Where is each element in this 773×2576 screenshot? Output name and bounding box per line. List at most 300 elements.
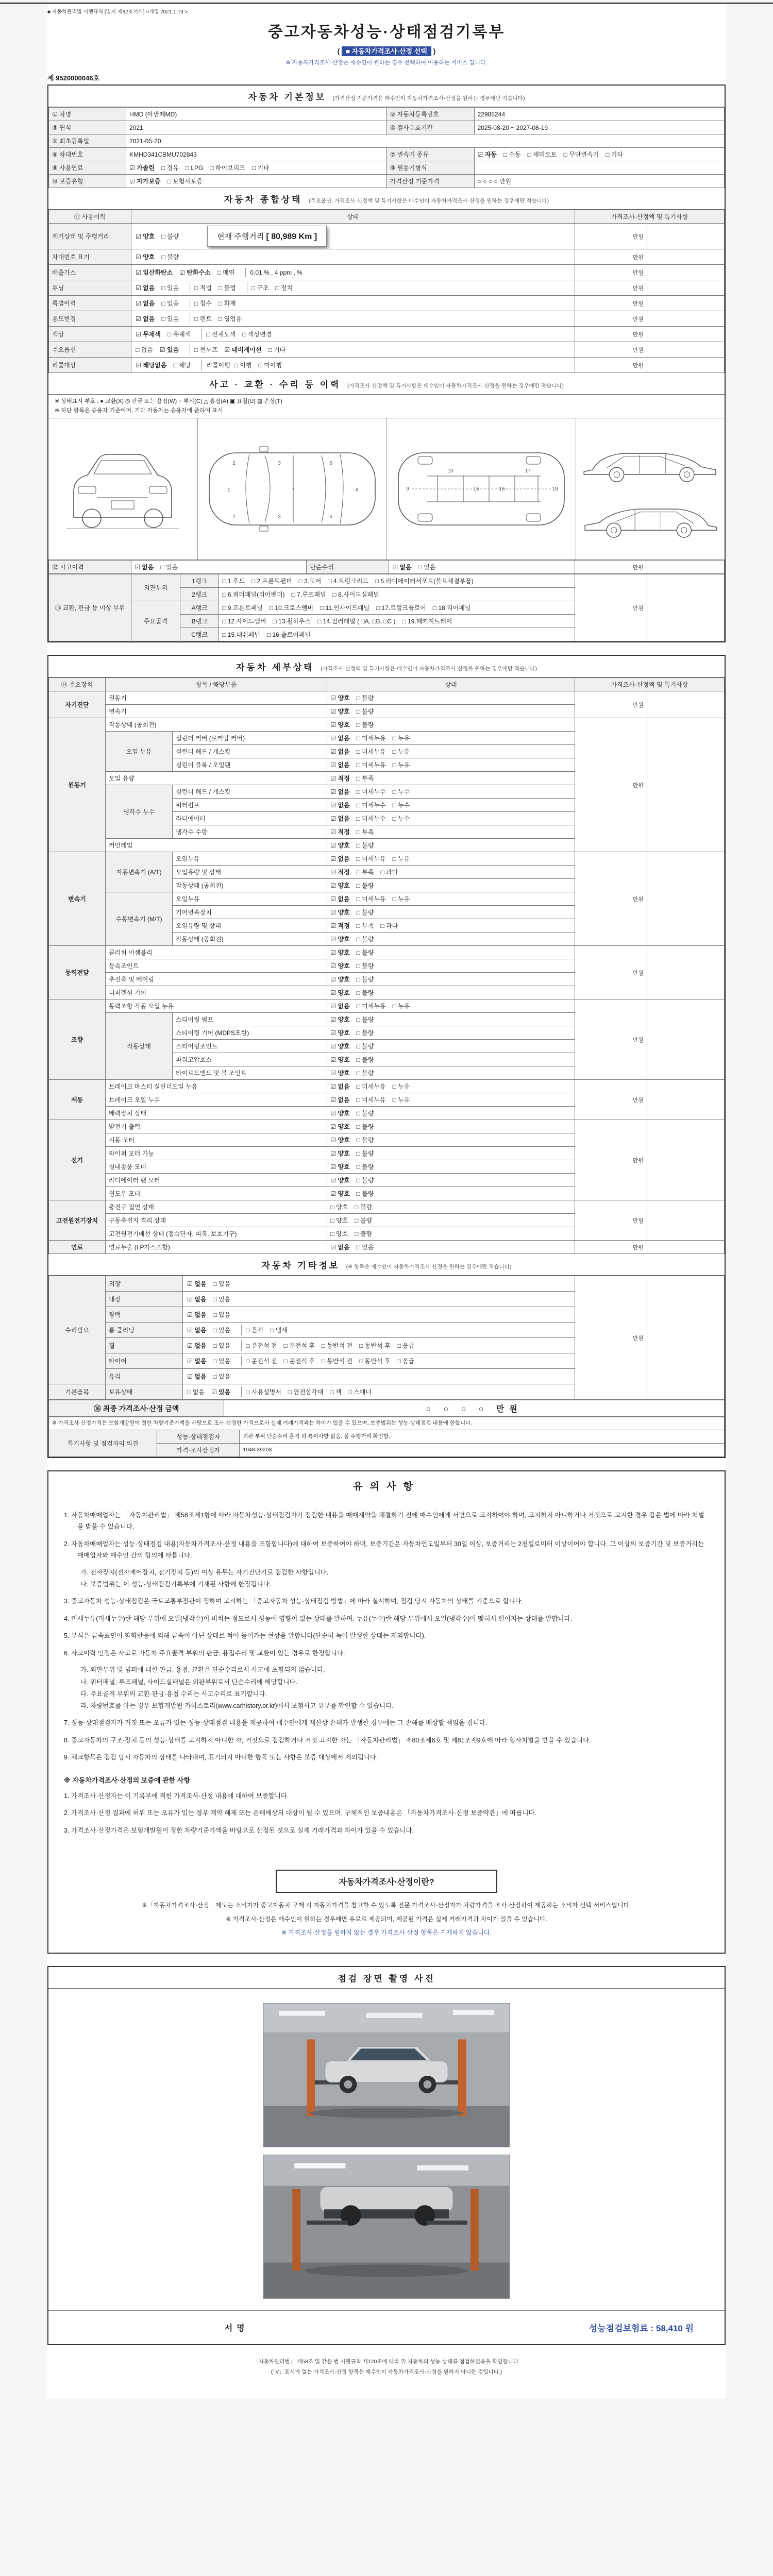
checkbox-unchecked[interactable]: □ 있음	[213, 1311, 231, 1319]
checkbox-unchecked[interactable]: □ 누유	[392, 1003, 410, 1010]
status-cell	[131, 311, 575, 327]
checkbox-checked[interactable]: ☑ 없음	[330, 815, 350, 823]
checkbox-unchecked[interactable]: □ 불량	[161, 253, 179, 261]
checkbox-unchecked[interactable]: □ 17.트렁크플로어	[376, 604, 426, 612]
checkbox-unchecked[interactable]: □ 있음	[213, 1373, 231, 1381]
checkbox-unchecked[interactable]: □ 이행	[234, 362, 252, 369]
appraiser-label: 가격·조사산정자	[157, 1443, 240, 1456]
device-name: 동력전달	[49, 946, 106, 999]
status-segments	[135, 226, 572, 247]
price-survey-notice: ※ 가격조사·산정가격은 보험개발원이 정한 차량기준가액을 바탕으로 조사·산정한 가격으로서 실제 거래가격과는 차이가 있을 수 있으며, 보증범위는 성능·상태점검 내용에 한합니다.	[49, 1417, 725, 1430]
svg-text:3: 3	[278, 461, 281, 467]
checkbox-unchecked[interactable]: □ 1.후드	[222, 578, 245, 585]
checkbox-unchecked[interactable]: □ 9.프론트패널	[222, 604, 263, 612]
status-segment	[241, 1355, 425, 1366]
checkbox-unchecked[interactable]: □ 11.인사이드패널	[320, 604, 369, 612]
checkbox-unchecked[interactable]: □ 응급	[397, 1342, 415, 1350]
car-diagrams	[48, 418, 725, 560]
checkbox-checked[interactable]: ☑ 양호	[330, 1070, 350, 1077]
table-row	[49, 1430, 725, 1443]
checkbox-checked[interactable]: ☑ 양호	[330, 1177, 350, 1184]
odometer-label: 현재 주행거리	[217, 232, 266, 241]
item-name: 광택	[106, 1307, 183, 1323]
checkbox-unchecked[interactable]: □ 운전석 전	[246, 1342, 277, 1350]
checkbox-unchecked[interactable]: □ 불량	[356, 708, 374, 716]
checkbox-unchecked[interactable]: □ 있음	[161, 315, 179, 323]
svg-text:2: 2	[232, 514, 236, 520]
checkbox-checked[interactable]: ☑ 없음	[330, 1083, 350, 1091]
checkbox-unchecked[interactable]: □ 동반석 후	[359, 1358, 391, 1365]
notice-price-item: 1. 가격조사·산정자는 이 기록부에 적힌 가격조사·산정 내용에 대하여 보증합니다.	[64, 1792, 289, 1800]
status-segment	[135, 282, 190, 293]
checkbox-unchecked[interactable]: □ 불량	[356, 882, 374, 890]
checkbox-checked[interactable]: ☑ 양호	[330, 1029, 350, 1037]
checkbox-unchecked[interactable]: □ 불량	[356, 1137, 374, 1144]
checkbox-unchecked[interactable]: □ 기타	[606, 151, 623, 158]
status-segment	[190, 344, 296, 355]
item-name: 오일누유	[173, 892, 327, 906]
checkbox-checked[interactable]: ☑ 해당없음	[136, 362, 167, 369]
checkbox-unchecked[interactable]: □ 동반석 전	[321, 1358, 353, 1365]
checkbox-unchecked[interactable]: □ 과다	[380, 869, 398, 876]
column-header-state: 상태	[131, 210, 575, 224]
status-segment	[186, 1371, 241, 1382]
checkbox-unchecked[interactable]: □ 누유	[392, 895, 410, 903]
checkbox-unchecked[interactable]: □ 동반석 전	[321, 1342, 353, 1350]
checkbox-unchecked[interactable]: □ 렌트	[194, 315, 212, 323]
checkbox-unchecked[interactable]: □ 누수	[392, 802, 410, 809]
checkbox-unchecked[interactable]: □ 경유	[161, 164, 179, 172]
checkbox-unchecked[interactable]: □ 운전석 전	[246, 1358, 277, 1365]
table-row	[49, 1080, 725, 1093]
checkbox-checked[interactable]: ☑ 있음	[159, 346, 179, 353]
checkbox-checked[interactable]: ☑ 양호	[330, 708, 350, 716]
price-cell: 만원	[575, 691, 647, 718]
checkbox-unchecked[interactable]: □ 미세누수	[356, 802, 386, 809]
checkbox-unchecked[interactable]: □ 미세누수	[356, 788, 386, 796]
svg-text:16: 16	[499, 486, 505, 493]
checkbox-unchecked[interactable]: □ 미세누유	[356, 735, 386, 742]
checkbox-checked[interactable]: ☑ 양호	[330, 1163, 350, 1171]
checkbox-unchecked[interactable]: □ 15.대쉬패널	[222, 631, 260, 639]
checkbox-unchecked[interactable]: □ 누수	[392, 788, 410, 796]
status-segments	[186, 1371, 572, 1382]
page-title: 중고자동차성능·상태점검기록부	[267, 24, 506, 41]
checkbox-unchecked[interactable]: □ 장치	[275, 284, 293, 292]
checkbox-unchecked[interactable]: □ 불량	[356, 936, 374, 943]
checkbox-unchecked[interactable]: □ 5.라디에이터서포트(볼트체결부품)	[375, 578, 474, 585]
checkbox-unchecked[interactable]: □ 사용설명서	[246, 1388, 281, 1396]
checkbox-checked[interactable]: ☑ 없음	[187, 1358, 207, 1365]
row-label: 주요옵션	[49, 342, 131, 358]
field-value: 2021-05-20	[126, 134, 725, 148]
checkbox-checked[interactable]: ☑ 없음	[330, 855, 350, 863]
checkbox-unchecked[interactable]: □ 6.쿼터패널(리어펜더)	[222, 591, 285, 599]
table-row	[49, 358, 725, 373]
notice-item: 9. 체크항목은 점검 당시 자동차의 상태를 나타내며, 표기되지 아니한 항목 또는 사항은 보증 대상에서 제외됩니다.	[64, 1754, 378, 1761]
checkbox-unchecked[interactable]: □ 누유	[392, 748, 410, 756]
checkbox-checked[interactable]: ☑ 양호	[330, 909, 350, 917]
field-label: ③ 연식	[49, 121, 126, 134]
checkbox-checked[interactable]: ☑ 양호	[330, 976, 350, 984]
checkbox-unchecked[interactable]: □ 있음	[213, 1342, 231, 1350]
checkbox-unchecked[interactable]: □ 불량	[356, 1070, 374, 1077]
checkbox-checked[interactable]: ☑ 양호	[330, 694, 350, 702]
checkbox-unchecked[interactable]: □ 미이행	[258, 362, 282, 369]
table-row	[49, 718, 725, 732]
checkbox-unchecked[interactable]: □ 흔적	[246, 1327, 264, 1334]
checkbox-unchecked[interactable]: □ 불량	[355, 1230, 372, 1238]
checkbox-checked[interactable]: ☑ 없음	[187, 1280, 207, 1288]
checkbox-unchecked[interactable]: □ 화재	[218, 300, 236, 307]
checkbox-unchecked[interactable]: □ 불량	[356, 1163, 374, 1171]
checkbox-checked[interactable]: ☑ 양호	[330, 842, 350, 850]
checkbox-checked[interactable]: ☑ 양호	[330, 962, 350, 970]
checkbox-unchecked[interactable]: □ 무단변속기	[563, 151, 599, 158]
checkbox-unchecked[interactable]: □ 불량	[356, 989, 374, 997]
opinion-table	[48, 1417, 725, 1457]
checkbox-unchecked[interactable]: □ 불량	[356, 909, 374, 917]
checkbox-unchecked[interactable]: □ 부족	[356, 775, 374, 783]
checkbox-checked[interactable]: ☑ 적정	[330, 828, 350, 836]
checkbox-unchecked[interactable]: □ 있음	[161, 284, 179, 292]
checkbox-checked[interactable]: ☑ 양호	[330, 1150, 350, 1158]
checkbox-unchecked[interactable]: □ 불량	[161, 233, 179, 240]
checkbox-checked[interactable]: ☑ 네비게이션	[224, 346, 262, 353]
checkbox-checked[interactable]: ☑ 적정	[330, 922, 350, 930]
checkbox-unchecked[interactable]: □ 누유	[392, 1096, 410, 1104]
checkbox-unchecked[interactable]: □ 미세누유	[356, 1003, 386, 1010]
subtitle-open: (	[337, 47, 340, 55]
checkbox-unchecked[interactable]: □ 불량	[356, 976, 374, 984]
checkbox-checked[interactable]: ☑ 없음	[330, 761, 350, 769]
status-options	[327, 1080, 575, 1093]
checkbox-unchecked[interactable]: □ 불량	[355, 1204, 372, 1211]
status-segments	[135, 344, 572, 355]
checkbox-checked[interactable]: ☑ 적정	[330, 869, 350, 876]
checkbox-unchecked[interactable]: □ 있음	[213, 1327, 231, 1334]
checkbox-checked[interactable]: ☑ 없음	[330, 735, 350, 742]
checkbox-checked[interactable]: ☑ 없음	[136, 315, 155, 323]
checkbox-unchecked[interactable]: □ LPG	[185, 164, 204, 172]
checkbox-checked[interactable]: ☑ 자동	[477, 151, 497, 158]
price-cell: 만원	[575, 999, 647, 1080]
item-name: 실린더 블록 / 오일팬	[173, 758, 327, 772]
checkbox-unchecked[interactable]: □ 부족	[356, 922, 374, 930]
checkbox-checked[interactable]: ☑ 없음	[187, 1311, 207, 1319]
checkbox-checked[interactable]: ☑ 양호	[136, 253, 155, 261]
checkbox-unchecked[interactable]: □ 12.사이드멤버	[222, 618, 266, 625]
checkbox-unchecked[interactable]: □ 있음	[161, 300, 179, 307]
checkbox-unchecked[interactable]: □ 과다	[380, 922, 398, 930]
status-options	[327, 973, 575, 986]
checkbox-checked[interactable]: ☑ 자가보증	[129, 178, 161, 185]
checkbox-checked[interactable]: ☑ 없음	[392, 564, 412, 571]
status-segments	[186, 1294, 572, 1304]
remark-cell	[647, 1080, 724, 1120]
table-header-row	[49, 678, 725, 691]
checkbox-checked[interactable]: ☑ 양호	[330, 882, 350, 890]
status-segment	[135, 360, 201, 370]
status-segment	[190, 298, 247, 309]
checkbox-unchecked[interactable]: □ 미세누수	[356, 815, 386, 823]
svg-text:1: 1	[227, 487, 230, 494]
checkbox-checked[interactable]: ☑ 가솔린	[129, 164, 155, 172]
overall-body	[49, 210, 725, 373]
row-label: 색상	[49, 327, 131, 342]
checkbox-checked[interactable]: ☑ 없음	[330, 748, 350, 756]
checkbox-unchecked[interactable]: □ 있음	[213, 1280, 231, 1288]
checkbox-checked[interactable]: ☑ 없음	[136, 284, 155, 292]
item-name: 내장	[106, 1292, 183, 1307]
rank-label: B랭크	[180, 615, 219, 628]
checkbox-checked[interactable]: ☑ 없음	[187, 1327, 207, 1334]
checkbox-unchecked[interactable]: □ 동반석 후	[359, 1342, 391, 1350]
checkbox-unchecked[interactable]: □ 미세누유	[356, 761, 386, 769]
checkbox-checked[interactable]: ☑ 없음	[187, 1296, 207, 1303]
checkbox-unchecked[interactable]: □ 16.플로어패널	[266, 631, 311, 639]
checkbox-checked[interactable]: ☑ 양호	[330, 1056, 350, 1064]
checkbox-unchecked[interactable]: □ 잭	[330, 1388, 342, 1396]
table-row	[49, 561, 725, 574]
odometer-value: [ 80,989 Km ]	[266, 232, 317, 241]
checkbox-unchecked[interactable]: □ 불량	[356, 1029, 374, 1037]
status-segments	[135, 329, 572, 340]
checkbox-unchecked[interactable]: □ 해당	[173, 362, 191, 369]
checkbox-checked[interactable]: ☑ 없음	[187, 1373, 207, 1381]
checkbox-unchecked[interactable]: □ 미세누유	[356, 1083, 386, 1091]
checkbox-unchecked[interactable]: □ 누유	[392, 1083, 410, 1091]
checkbox-checked[interactable]: ☑ 없음	[136, 300, 155, 307]
status-segment	[135, 344, 190, 355]
checkbox-unchecked[interactable]: □ 전체도색	[206, 331, 236, 338]
item-name: 추진축 및 베어링	[106, 973, 327, 986]
item-name: 실린더 헤드 / 개스킷	[173, 745, 327, 758]
table-row	[49, 691, 725, 705]
exchange-label: ⑬ 교환, 판금 등 이상 부위	[49, 574, 131, 641]
checkbox-checked[interactable]: ☑ 없음	[330, 788, 350, 796]
holding-status-label: 보유상태	[106, 1384, 183, 1400]
checkbox-unchecked[interactable]: □ 불량	[356, 1190, 374, 1198]
status-segments	[135, 313, 572, 324]
detail-state-table	[48, 677, 725, 1254]
checkbox-checked[interactable]: ☑ 없음	[330, 895, 350, 903]
price-cell: 만원	[575, 718, 647, 852]
checkbox-unchecked[interactable]: □ 불량	[356, 1123, 374, 1131]
field-options	[126, 161, 386, 175]
status-cell	[131, 342, 575, 358]
subtitle-close: )	[433, 47, 436, 55]
checkbox-unchecked[interactable]: □ 미세누유	[356, 1096, 386, 1104]
item-name: 실내송풍 모터	[106, 1160, 327, 1174]
checkbox-unchecked[interactable]: □ 수동	[503, 151, 521, 158]
checkbox-unchecked[interactable]: □ 기타	[268, 346, 286, 353]
price-info-line: ※ 가격조사·산정은 매수인이 원하는 경우에만 유료로 제공되며, 제공된 가격은 실제 거래가격과 차이가 있을 수 있습니다.	[226, 1915, 547, 1923]
remark-cell	[647, 224, 724, 249]
checkbox-unchecked[interactable]: □ 응급	[397, 1358, 415, 1365]
status-options	[327, 986, 575, 999]
checkbox-checked[interactable]: ☑ 무채색	[136, 331, 161, 338]
checkbox-unchecked[interactable]: □ 4.트렁크리드	[328, 578, 368, 585]
checkbox-unchecked[interactable]: □ 불량	[356, 1056, 374, 1064]
checkbox-unchecked[interactable]: □ 스패너	[348, 1388, 372, 1396]
notice-price-heading: ※ 자동차가격조사·산정의 보증에 관한 사항	[64, 1776, 190, 1784]
photo-area	[48, 1989, 725, 2310]
checkbox-unchecked[interactable]: □ 양호	[330, 1217, 348, 1225]
checkbox-checked[interactable]: ☑ 없음	[330, 1244, 350, 1251]
status-options	[327, 812, 575, 825]
status-options	[327, 745, 575, 758]
checkbox-unchecked[interactable]: □ 썬루프	[194, 346, 218, 353]
checkbox-unchecked[interactable]: □ 유채색	[167, 331, 191, 338]
checkbox-checked[interactable]: ☑ 양호	[330, 721, 350, 729]
checkbox-checked[interactable]: ☑ 있음	[211, 1388, 231, 1396]
checkbox-unchecked[interactable]: □ 14.필러패널 ( □A, □B, □C )	[317, 618, 396, 625]
checkbox-unchecked[interactable]: □ 2.프론트펜더	[251, 578, 292, 585]
checkbox-checked[interactable]: ☑ 양호	[330, 949, 350, 957]
item-name: 윈도우 모터	[106, 1187, 327, 1200]
checkbox-checked[interactable]: ☑ 없음	[187, 1342, 207, 1350]
remark-cell	[647, 852, 724, 946]
checkbox-unchecked[interactable]: □ 불량	[356, 962, 374, 970]
status-segment	[241, 1386, 382, 1397]
checkbox-unchecked[interactable]: □ 부족	[356, 869, 374, 876]
checkbox-unchecked[interactable]: □ 누수	[392, 815, 410, 823]
checkbox-unchecked[interactable]: □ 침수	[194, 300, 212, 307]
checkbox-unchecked[interactable]: □ 구조	[251, 284, 269, 292]
checkbox-checked[interactable]: ☑ 양호	[330, 1190, 350, 1198]
overall-section-header	[48, 188, 725, 210]
device-name: 전기	[49, 1120, 106, 1200]
checkbox-unchecked[interactable]: □ 미세누유	[356, 855, 386, 863]
checkbox-unchecked[interactable]: □ 보험사보증	[167, 178, 203, 185]
checkbox-unchecked[interactable]: □ 불량	[356, 1043, 374, 1050]
checkbox-checked[interactable]: ☑ 없음	[330, 1096, 350, 1104]
checkbox-checked[interactable]: ☑ 양호	[330, 1123, 350, 1131]
status-cell	[131, 327, 575, 342]
checkbox-checked[interactable]: ☑ 없음	[330, 1003, 350, 1010]
status-cell	[183, 1353, 575, 1369]
checkbox-unchecked[interactable]: □ 부족	[356, 828, 374, 836]
status-options	[327, 705, 575, 718]
checkbox-unchecked[interactable]: □ 불량	[355, 1217, 372, 1225]
checkbox-checked[interactable]: ☑ 적정	[330, 775, 350, 783]
checkbox-unchecked[interactable]: □ 불량	[356, 694, 374, 702]
checkbox-unchecked[interactable]: □ 적법	[194, 284, 212, 292]
price-cell: 만원	[575, 224, 647, 249]
checkbox-unchecked[interactable]: □ 3.도어	[298, 578, 322, 585]
checkbox-unchecked[interactable]: □ 영업용	[218, 315, 242, 323]
checkbox-unchecked[interactable]: □ 있음	[160, 564, 178, 571]
checkbox-unchecked[interactable]: □ 있음	[213, 1296, 231, 1303]
checkbox-unchecked[interactable]: □ 운전석 후	[283, 1342, 315, 1350]
checkbox-unchecked[interactable]: □ 하이브리드	[210, 164, 245, 172]
status-cell	[183, 1276, 575, 1292]
checkbox-unchecked[interactable]: □ 매연	[217, 269, 235, 276]
status-segment	[247, 282, 304, 293]
price-cell: 만원	[575, 342, 647, 358]
price-survey-info-lines	[48, 1900, 725, 1952]
checkbox-unchecked[interactable]: □ 안전삼각대	[288, 1388, 324, 1396]
checkbox-unchecked[interactable]: □ 기타	[251, 164, 270, 172]
checkbox-unchecked[interactable]: □ 없음	[187, 1388, 205, 1396]
checkbox-unchecked[interactable]: □ 8.사이드실패널	[332, 591, 379, 599]
status-segments	[135, 360, 572, 370]
checkbox-checked[interactable]: ☑ 양호	[330, 936, 350, 943]
checkbox-checked[interactable]: ☑ 양호	[330, 1110, 350, 1117]
checkbox-checked[interactable]: ☑ 양호	[330, 989, 350, 997]
notice-subitem: 라. 차량번호를 아는 경우 보험개발원 카히스토리(www.carhistory.or.kr)에서 보험사고 유무를 확인할 수 있습니다.	[80, 1702, 394, 1710]
status-options	[327, 892, 575, 906]
page-subtitle	[47, 46, 726, 56]
checkbox-unchecked[interactable]: □ 13.휠하우스	[273, 618, 311, 625]
checkbox-unchecked[interactable]: □ 있음	[418, 564, 436, 571]
checkbox-unchecked[interactable]: □ 양호	[330, 1230, 348, 1238]
table-row	[49, 574, 725, 588]
checkbox-checked[interactable]: ☑ 양호	[136, 233, 155, 240]
item-name: 작동상태 (공회전)	[173, 933, 327, 946]
checkbox-unchecked[interactable]: □ 불량	[356, 842, 374, 850]
checkbox-unchecked[interactable]: □ 불량	[356, 949, 374, 957]
checkbox-unchecked[interactable]: □ 운전석 후	[283, 1358, 315, 1365]
checkbox-checked[interactable]: ☑ 없음	[330, 802, 350, 809]
table-row	[49, 327, 725, 342]
checkbox-unchecked[interactable]: □ 불량	[356, 721, 374, 729]
checkbox-checked[interactable]: ☑ 양호	[330, 1016, 350, 1024]
item-name: 충전구 절연 상태	[106, 1200, 327, 1214]
checkbox-unchecked[interactable]: □ 미세누유	[356, 748, 386, 756]
checkbox-unchecked[interactable]: □ 불량	[356, 1110, 374, 1117]
remark-cell	[647, 249, 724, 265]
checkbox-unchecked[interactable]: □ 불법	[218, 284, 236, 292]
status-options	[327, 1174, 575, 1187]
checkbox-checked[interactable]: ☑ 없음	[135, 564, 154, 571]
checkbox-unchecked[interactable]: □ 누유	[392, 855, 410, 863]
checkbox-checked[interactable]: ☑ 양호	[330, 1043, 350, 1050]
checkbox-unchecked[interactable]: □ 누유	[392, 735, 410, 742]
checkbox-unchecked[interactable]: □ 있음	[213, 1358, 231, 1365]
checkbox-unchecked[interactable]: □ 있음	[356, 1244, 374, 1251]
checkbox-unchecked[interactable]: □ 누유	[392, 761, 410, 769]
checkbox-unchecked[interactable]: □ 19.패키지트레이	[402, 618, 452, 625]
checkbox-unchecked[interactable]: □ 미세누유	[356, 895, 386, 903]
status-options	[327, 1040, 575, 1053]
status-segment	[135, 313, 190, 324]
status-options	[327, 772, 575, 785]
checkbox-checked[interactable]: ☑ 양호	[330, 1137, 350, 1144]
checkbox-unchecked[interactable]: □ 7.루프패널	[291, 591, 326, 599]
status-options	[327, 1120, 575, 1133]
checkbox-unchecked[interactable]: □ 불량	[356, 1177, 374, 1184]
row-label: 배출가스	[49, 265, 131, 280]
checkbox-unchecked[interactable]: □ 세미오토	[527, 151, 557, 158]
item-name: 기어변속장치	[173, 906, 327, 919]
checkbox-unchecked[interactable]: □ 색상변경	[242, 331, 272, 338]
item-category: 오일 누유	[106, 732, 173, 772]
checkbox-checked[interactable]: ☑ 탄화수소	[179, 269, 211, 276]
checkbox-checked[interactable]: ☑ 일산화탄소	[136, 269, 173, 276]
checkbox-unchecked[interactable]: □ 18.리어패널	[432, 604, 471, 612]
checkbox-unchecked[interactable]: □ 양호	[330, 1204, 348, 1211]
checkbox-unchecked[interactable]: □ 냄새	[270, 1327, 288, 1334]
status-options	[327, 852, 575, 866]
table-row	[49, 946, 725, 959]
checkbox-unchecked[interactable]: □ 불량	[356, 1150, 374, 1158]
checkbox-unchecked[interactable]: □ 없음	[136, 346, 153, 353]
checkbox-unchecked[interactable]: □ 10.크로스멤버	[269, 604, 314, 612]
notice-item: 7. 성능·상태점검자가 거짓 또는 오류가 있는 성능·상태점검 내용을 제공하여 매수인에게 재산상 손해가 발생한 경우에는 그 손해를 배상할 책임을 집니다.	[64, 1719, 488, 1727]
checkbox-unchecked[interactable]: □ 불량	[356, 1016, 374, 1024]
